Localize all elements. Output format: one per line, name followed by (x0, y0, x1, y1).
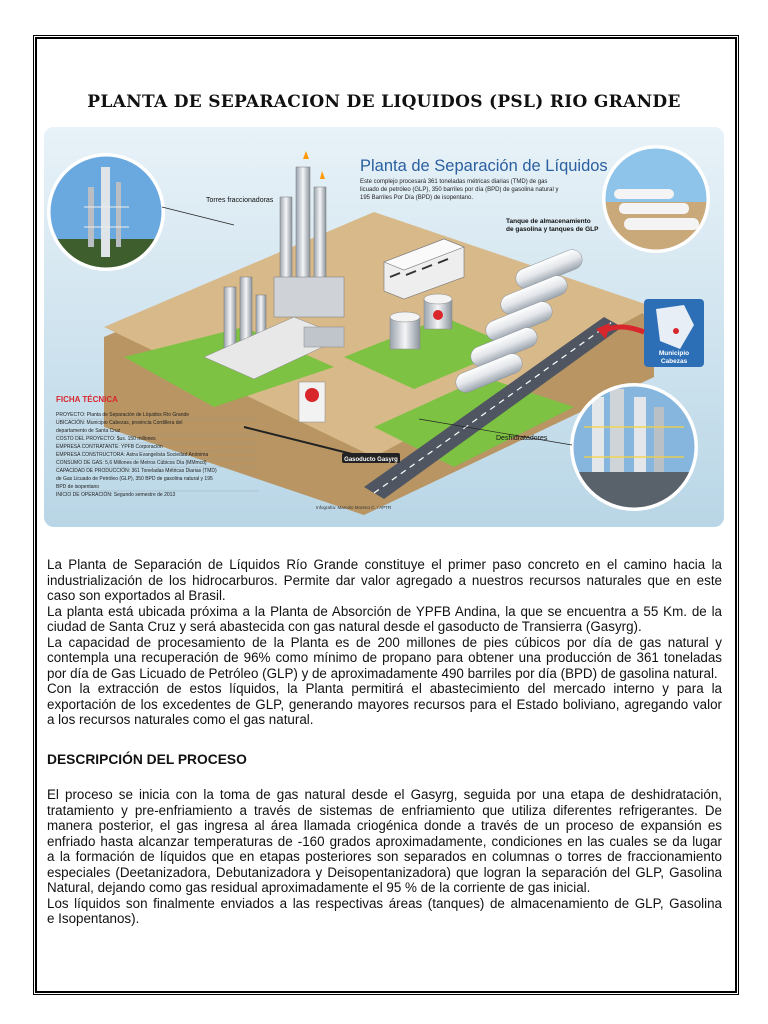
svg-text:EMPRESA CONSTRUCTORA: Astra Ev: EMPRESA CONSTRUCTORA: Astra Evangelista Sociedad Anónima (56, 452, 209, 458)
plant-illustration (44, 127, 724, 527)
paragraph-line: industrialización de los hidrocarburos. Permite dar valor agregado a nuestros recursos naturales que en este (47, 572, 722, 588)
callout-tanks: Tanque de almacenamiento (506, 218, 591, 225)
svg-text:departamento de Santa Cruz: departamento de Santa Cruz (56, 428, 121, 434)
paragraph-line: a la formación de líquidos que en etapas posteriores son separados en columnas o torres de fraccionamiento (47, 849, 722, 864)
paragraph-line: enfriado hasta alcanzar temperaturas de -160 grados aproximadamente, condiciones en las cuales se da lugar (47, 833, 722, 849)
callout-towers: Torres fraccionadoras (206, 197, 274, 204)
paragraph-line: e Isopentanos). (47, 911, 140, 926)
paragraph-line: caso son exportados al Brasil. (47, 588, 226, 603)
svg-text:BPD de isopentano: BPD de isopentano (56, 484, 100, 490)
svg-text:COSTO DEL PROYECTO: $us. 150 m: COSTO DEL PROYECTO: $us. 150 millones (56, 436, 156, 442)
paragraph-line: El proceso se inicia con la toma de gas natural desde el Gasyrg, seguida por una etapa de deshidratación, (47, 787, 722, 802)
municipality-label: Cabezas (660, 358, 688, 365)
paragraph-line: La capacidad de procesamiento de la Planta es de 200 millones de pies cúbicos por día de gas natural y (47, 634, 722, 650)
paragraph-line: Natural, dejando como gas residual aproximadamente el 95 % de la corriente de gas inicial. (47, 880, 591, 895)
callout-dehydrators: Deshidratadores (496, 435, 548, 442)
document-title: PLANTA DE SEPARACION DE LIQUIDOS (PSL) RIO GRANDE (87, 92, 681, 112)
paragraph-line: Los líquidos son finalmente enviados a las respectivas áreas (tanques) de almacenamiento de GLP, Gasolina (47, 895, 722, 911)
paragraph-line: exportación de los excedentes de GLP, generando mayores recursos para el Estado boliviano, agregando valor (47, 696, 722, 712)
infographic-credit: Infografía: Marcelo Moreno C. / APTR (316, 505, 392, 510)
paragraph-line: por día de Gas Licuado de Petróleo (GLP) y de aproximadamente 490 barriles por día (BPD) de gasolina natural. (47, 665, 718, 681)
fact-sheet-title: FICHA TÉCNICA (56, 395, 118, 404)
paragraph-line: a los recursos naturales como el gas natural. (47, 712, 314, 727)
paragraph-line: especiales (Deetanizadora, Debutanizadora y Deisopentanizadora) que logran la separación del GLP, Gasolina (47, 864, 722, 880)
paragraph-line: Con la extracción de estos líquidos, la Planta permitirá el abastecimiento del mercado interno y para la (47, 681, 722, 696)
paragraph-line: ciudad de Santa Cruz y será abastecida con gas natural desde el gasoducto de Transierra (Gasyrg). (47, 619, 642, 634)
svg-text:CAPACIDAD DE PRODUCCIÓN: 361 T: CAPACIDAD DE PRODUCCIÓN: 361 Toneladas Métricas Diarias (TMD) (56, 468, 217, 474)
svg-text:Este complejo procesará 361 to: Este complejo procesará 361 toneladas métricas diarias (TMD) de gas (360, 179, 548, 185)
paragraph-line: contempla una recuperación de 96% como mínimo de propano para obtener una producción de 361 toneladas (47, 650, 722, 665)
svg-text:INICIO DE OPERACIÓN: Segundo s: INICIO DE OPERACIÓN: Segundo semestre de 2013 (56, 492, 176, 498)
paragraph-line: tratamiento y pre-enfriamiento a través de sistemas de enfriamiento que utiliza diferentes refrigerantes. De (47, 802, 722, 818)
svg-text:EMPRESA CONTRATANTE: YPFB Corp: EMPRESA CONTRATANTE: YPFB Corporación (56, 444, 163, 450)
svg-text:de Gas Licuado de Petróleo (GL: de Gas Licuado de Petróleo (GLP), 350 BPD de gasolina natural y 195 (56, 476, 213, 482)
callout-tanks: de gasolina y tanques de GLP (506, 226, 599, 233)
paragraph-line: manera posterior, el gas ingresa al área llamada criogénica donde a través de un proceso de expansión es (47, 818, 722, 833)
municipality-map (644, 299, 704, 367)
section-heading: DESCRIPCIÓN DEL PROCESO (47, 752, 247, 767)
svg-text:UBICACIÓN: Municipio Cabezas,: UBICACIÓN: Municipio Cabezas, provincia Cordillera del (56, 420, 183, 426)
ypfb-sign (299, 382, 325, 422)
svg-text:195 Barriles Por Día (BPD) de: 195 Barriles Por Día (BPD) de isopentano. (360, 195, 474, 201)
plant-infographic (44, 127, 724, 527)
infographic-heading: Planta de Separación de Líquidos (360, 157, 608, 175)
pipeline-label: Gasoducto Gasyrg (344, 457, 398, 463)
municipality-label: Municipio (658, 350, 690, 357)
paragraph-line: La Planta de Separación de Líquidos Río Grande constituye el primer paso concreto en el camino hacia la (47, 557, 722, 572)
svg-text:CONSUMO DE GAS: 5,6 Millones d: CONSUMO DE GAS: 5,6 Millones de Metros Cúbicos Día (MMmcd) (56, 460, 207, 466)
svg-text:PROYECTO: Planta de Separación: PROYECTO: Planta de Separación de Líquidos Río Grande (56, 412, 190, 418)
paragraph-line: La planta está ubicada próxima a la Planta de Absorción de YPFB Andina, la que se encuentra a 55 Km. de la (47, 603, 722, 619)
svg-text:licuado de petróleo (GLP), 350: licuado de petróleo (GLP), 350 barriles por día (BPD) de gasolina natural y (360, 187, 559, 193)
